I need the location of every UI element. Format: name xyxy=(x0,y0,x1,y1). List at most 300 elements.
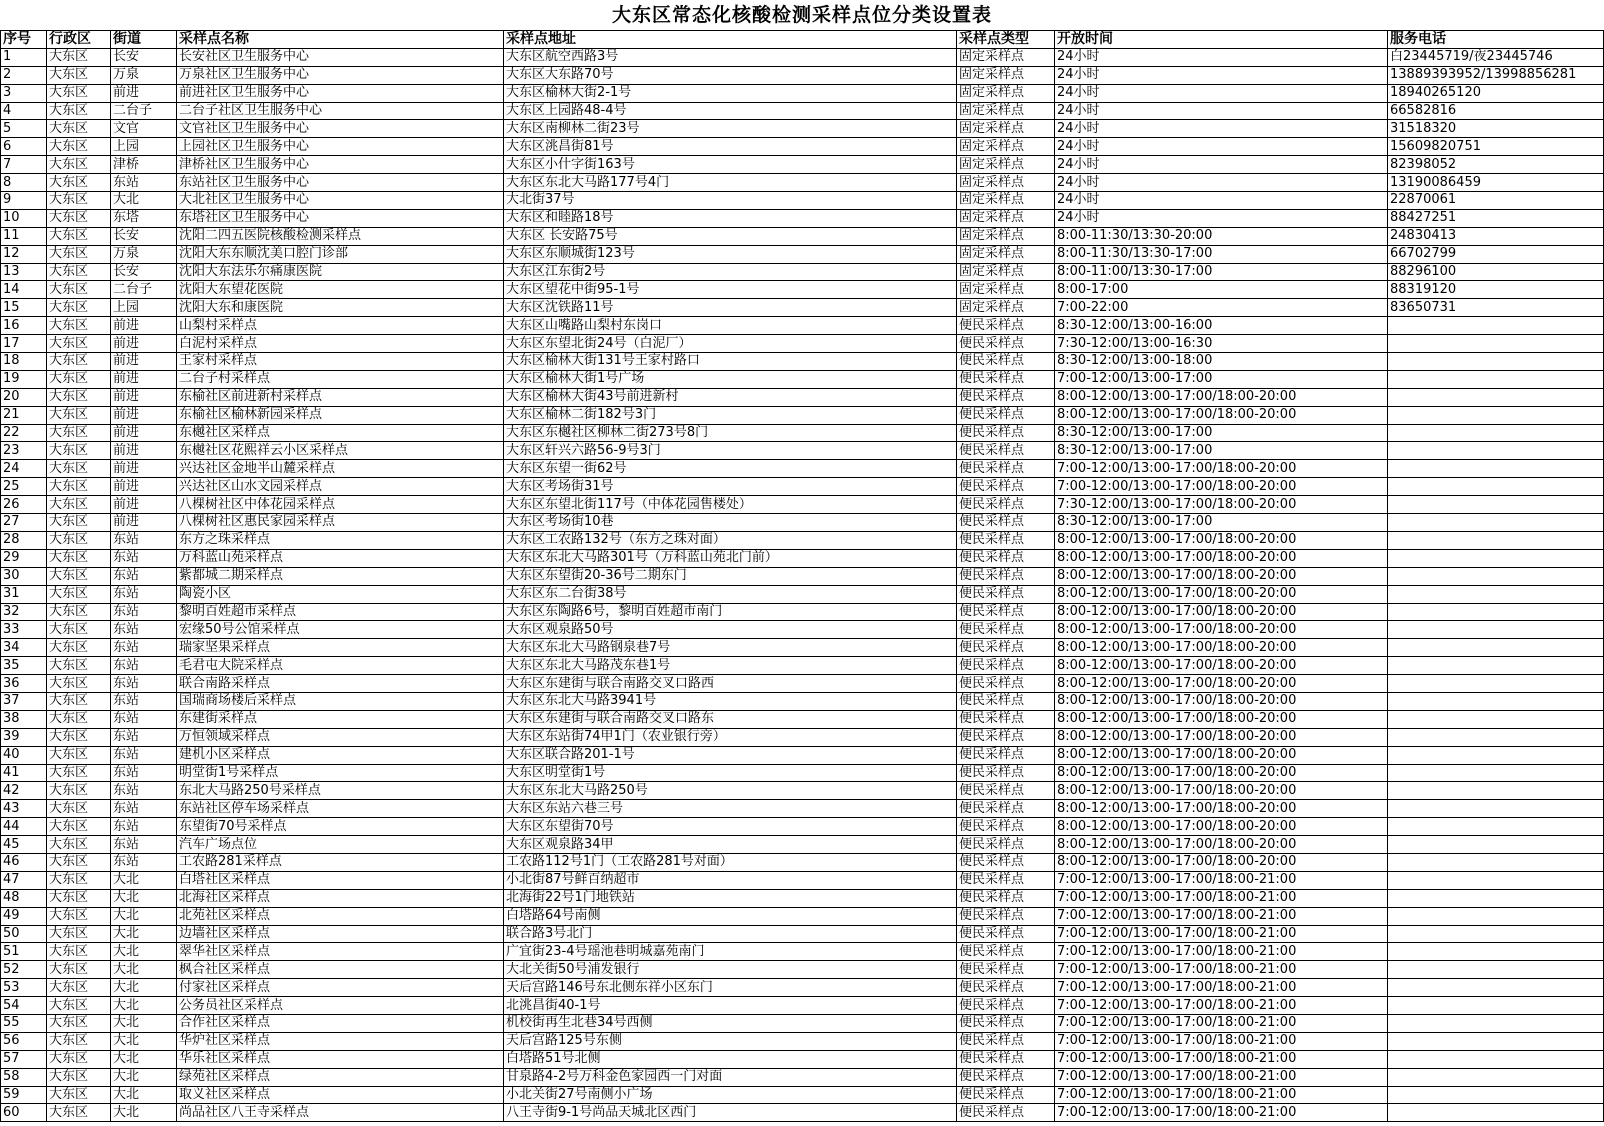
cell-street: 东站 xyxy=(111,853,177,871)
cell-district: 大东区 xyxy=(47,710,111,728)
cell-name: 汽车广场点位 xyxy=(177,836,504,854)
cell-hours: 8:00-12:00/13:00-17:00/18:00-20:00 xyxy=(1055,728,1388,746)
cell-address: 北洮昌街40-1号 xyxy=(504,997,957,1015)
cell-address: 大东区东北大马路177号4门 xyxy=(504,174,957,192)
cell-index: 3 xyxy=(1,84,47,102)
cell-name: 建机小区采样点 xyxy=(177,746,504,764)
cell-type: 便民采样点 xyxy=(957,531,1055,549)
cell-address: 大东区东陶路6号，黎明百姓超市南门 xyxy=(504,603,957,621)
cell-address: 大东区山嘴路山梨村东岗口 xyxy=(504,317,957,335)
cell-index: 37 xyxy=(1,692,47,710)
cell-name: 取义社区采样点 xyxy=(177,1086,504,1104)
cell-index: 21 xyxy=(1,406,47,424)
cell-hours: 24小时 xyxy=(1055,156,1388,174)
table-row xyxy=(1,120,1604,138)
cell-name: 沈阳二四五医院核酸检测采样点 xyxy=(177,227,504,245)
cell-street: 长安 xyxy=(111,48,177,66)
cell-address: 大东区东望北街117号（中体花园售楼处） xyxy=(504,496,957,514)
cell-phone: 88427251 xyxy=(1388,209,1604,227)
cell-phone xyxy=(1388,353,1604,371)
cell-hours: 7:00-12:00/13:00-17:00/18:00-21:00 xyxy=(1055,979,1388,997)
cell-name: 白泥村采样点 xyxy=(177,335,504,353)
cell-address: 机校街再生北巷34号西侧 xyxy=(504,1014,957,1032)
cell-index: 57 xyxy=(1,1050,47,1068)
cell-district: 大东区 xyxy=(47,639,111,657)
table-row xyxy=(1,1014,1604,1032)
cell-address: 八王寺街9-1号尚品天城北区西门 xyxy=(504,1104,957,1122)
table-row xyxy=(1,585,1604,603)
cell-address: 大东区江东街2号 xyxy=(504,263,957,281)
cell-street: 前进 xyxy=(111,388,177,406)
cell-index: 36 xyxy=(1,675,47,693)
cell-type: 便民采样点 xyxy=(957,979,1055,997)
cell-phone xyxy=(1388,549,1604,567)
cell-type: 便民采样点 xyxy=(957,406,1055,424)
cell-district: 大东区 xyxy=(47,353,111,371)
cell-index: 56 xyxy=(1,1032,47,1050)
cell-hours: 7:00-12:00/13:00-17:00/18:00-21:00 xyxy=(1055,1104,1388,1122)
col-header-phone: 服务电话 xyxy=(1388,31,1604,49)
cell-address: 大北街37号 xyxy=(504,192,957,210)
cell-name: 东建街采样点 xyxy=(177,710,504,728)
cell-type: 固定采样点 xyxy=(957,174,1055,192)
cell-index: 5 xyxy=(1,120,47,138)
cell-district: 大东区 xyxy=(47,675,111,693)
cell-address: 大东区明堂街1号 xyxy=(504,764,957,782)
cell-street: 前进 xyxy=(111,335,177,353)
cell-type: 固定采样点 xyxy=(957,281,1055,299)
cell-name: 东榆社区前进新村采样点 xyxy=(177,388,504,406)
cell-type: 便民采样点 xyxy=(957,639,1055,657)
cell-phone xyxy=(1388,1032,1604,1050)
cell-district: 大东区 xyxy=(47,549,111,567)
table-row xyxy=(1,424,1604,442)
cell-street: 东站 xyxy=(111,621,177,639)
cell-district: 大东区 xyxy=(47,299,111,317)
cell-type: 便民采样点 xyxy=(957,1068,1055,1086)
cell-index: 32 xyxy=(1,603,47,621)
table-row xyxy=(1,370,1604,388)
cell-index: 23 xyxy=(1,442,47,460)
cell-type: 便民采样点 xyxy=(957,621,1055,639)
cell-type: 便民采样点 xyxy=(957,907,1055,925)
cell-name: 翠华社区采样点 xyxy=(177,943,504,961)
cell-hours: 8:00-12:00/13:00-17:00/18:00-20:00 xyxy=(1055,764,1388,782)
col-header-index: 序号 xyxy=(1,31,47,49)
cell-phone xyxy=(1388,603,1604,621)
cell-index: 42 xyxy=(1,782,47,800)
cell-district: 大东区 xyxy=(47,567,111,585)
cell-name: 华乐社区采样点 xyxy=(177,1050,504,1068)
cell-phone xyxy=(1388,1050,1604,1068)
cell-name: 华炉社区采样点 xyxy=(177,1032,504,1050)
cell-name: 二台子村采样点 xyxy=(177,370,504,388)
cell-phone xyxy=(1388,388,1604,406)
cell-name: 兴达社区金地半山麓采样点 xyxy=(177,460,504,478)
cell-name: 公务员社区采样点 xyxy=(177,997,504,1015)
cell-street: 大北 xyxy=(111,943,177,961)
cell-name: 沈阳大东法乐尔痛康医院 xyxy=(177,263,504,281)
table-row xyxy=(1,675,1604,693)
cell-address: 大东区大东路70号 xyxy=(504,66,957,84)
cell-address: 大东区小什字街163号 xyxy=(504,156,957,174)
cell-street: 前进 xyxy=(111,442,177,460)
cell-district: 大东区 xyxy=(47,102,111,120)
cell-phone: 66702799 xyxy=(1388,245,1604,263)
cell-street: 东站 xyxy=(111,657,177,675)
cell-street: 东站 xyxy=(111,549,177,567)
cell-hours: 8:30-12:00/13:00-17:00 xyxy=(1055,442,1388,460)
cell-district: 大东区 xyxy=(47,657,111,675)
cell-index: 34 xyxy=(1,639,47,657)
cell-index: 17 xyxy=(1,335,47,353)
cell-name: 沈阳大东东顺沈美口腔门诊部 xyxy=(177,245,504,263)
cell-phone xyxy=(1388,889,1604,907)
cell-hours: 8:30-12:00/13:00-18:00 xyxy=(1055,353,1388,371)
cell-index: 29 xyxy=(1,549,47,567)
table-row xyxy=(1,764,1604,782)
cell-type: 便民采样点 xyxy=(957,424,1055,442)
cell-index: 55 xyxy=(1,1014,47,1032)
cell-hours: 8:00-12:00/13:00-17:00/18:00-20:00 xyxy=(1055,818,1388,836)
cell-index: 19 xyxy=(1,370,47,388)
cell-phone xyxy=(1388,1086,1604,1104)
cell-type: 便民采样点 xyxy=(957,370,1055,388)
cell-address: 大东区东北大马路3941号 xyxy=(504,692,957,710)
cell-hours: 8:00-12:00/13:00-17:00/18:00-20:00 xyxy=(1055,531,1388,549)
cell-hours: 7:00-12:00/13:00-17:00/18:00-21:00 xyxy=(1055,943,1388,961)
cell-index: 54 xyxy=(1,997,47,1015)
cell-address: 大东区沈铁路11号 xyxy=(504,299,957,317)
cell-district: 大东区 xyxy=(47,281,111,299)
cell-name: 文官社区卫生服务中心 xyxy=(177,120,504,138)
cell-hours: 24小时 xyxy=(1055,120,1388,138)
sheet-title: 大东区常态化核酸检测采样点位分类设置表 xyxy=(611,4,992,26)
cell-type: 便民采样点 xyxy=(957,603,1055,621)
cell-name: 山梨村采样点 xyxy=(177,317,504,335)
cell-hours: 8:00-12:00/13:00-17:00/18:00-20:00 xyxy=(1055,782,1388,800)
cell-hours: 24小时 xyxy=(1055,48,1388,66)
cell-name: 万科蓝山苑采样点 xyxy=(177,549,504,567)
cell-address: 大东区望花中街95-1号 xyxy=(504,281,957,299)
cell-phone xyxy=(1388,370,1604,388)
cell-address: 大东区榆林大街2-1号 xyxy=(504,84,957,102)
cell-type: 固定采样点 xyxy=(957,299,1055,317)
cell-hours: 8:00-11:30/13:30-17:00 xyxy=(1055,245,1388,263)
cell-name: 毛君屯大院采样点 xyxy=(177,657,504,675)
cell-street: 万泉 xyxy=(111,245,177,263)
cell-index: 15 xyxy=(1,299,47,317)
table-row xyxy=(1,406,1604,424)
table-row xyxy=(1,639,1604,657)
cell-address: 甘泉路4-2号万科金色家园西一门对面 xyxy=(504,1068,957,1086)
cell-name: 前进社区卫生服务中心 xyxy=(177,84,504,102)
cell-hours: 24小时 xyxy=(1055,138,1388,156)
cell-index: 30 xyxy=(1,567,47,585)
cell-hours: 8:00-12:00/13:00-17:00/18:00-20:00 xyxy=(1055,692,1388,710)
cell-type: 便民采样点 xyxy=(957,567,1055,585)
table-row xyxy=(1,514,1604,532)
cell-address: 天后宫路125号东侧 xyxy=(504,1032,957,1050)
cell-district: 大东区 xyxy=(47,514,111,532)
col-header-street: 街道 xyxy=(111,31,177,49)
cell-street: 东站 xyxy=(111,567,177,585)
table-row xyxy=(1,657,1604,675)
cell-district: 大东区 xyxy=(47,478,111,496)
cell-hours: 7:30-12:00/13:00-16:30 xyxy=(1055,335,1388,353)
cell-name: 沈阳大东望花医院 xyxy=(177,281,504,299)
cell-hours: 8:00-17:00 xyxy=(1055,281,1388,299)
cell-district: 大东区 xyxy=(47,997,111,1015)
cell-phone: 66582816 xyxy=(1388,102,1604,120)
col-header-hours: 开放时间 xyxy=(1055,31,1388,49)
cell-type: 便民采样点 xyxy=(957,853,1055,871)
cell-phone: 82398052 xyxy=(1388,156,1604,174)
cell-index: 24 xyxy=(1,460,47,478)
cell-hours: 24小时 xyxy=(1055,209,1388,227)
table-row xyxy=(1,209,1604,227)
cell-hours: 7:00-12:00/13:00-17:00/18:00-21:00 xyxy=(1055,871,1388,889)
cell-type: 便民采样点 xyxy=(957,317,1055,335)
cell-index: 13 xyxy=(1,263,47,281)
cell-street: 前进 xyxy=(111,370,177,388)
cell-type: 便民采样点 xyxy=(957,1086,1055,1104)
cell-index: 2 xyxy=(1,66,47,84)
cell-name: 联合南路采样点 xyxy=(177,675,504,693)
cell-hours: 24小时 xyxy=(1055,66,1388,84)
cell-type: 固定采样点 xyxy=(957,66,1055,84)
cell-name: 付家社区采样点 xyxy=(177,979,504,997)
table-row xyxy=(1,496,1604,514)
cell-name: 东榆社区榆林新园采样点 xyxy=(177,406,504,424)
cell-phone: 31518320 xyxy=(1388,120,1604,138)
cell-index: 6 xyxy=(1,138,47,156)
cell-phone xyxy=(1388,657,1604,675)
cell-index: 31 xyxy=(1,585,47,603)
table-row xyxy=(1,531,1604,549)
cell-district: 大东区 xyxy=(47,263,111,281)
cell-hours: 8:00-11:00/13:30-17:00 xyxy=(1055,263,1388,281)
cell-phone: 83650731 xyxy=(1388,299,1604,317)
cell-district: 大东区 xyxy=(47,174,111,192)
cell-street: 大北 xyxy=(111,1068,177,1086)
table-row xyxy=(1,782,1604,800)
cell-district: 大东区 xyxy=(47,853,111,871)
cell-hours: 7:00-12:00/13:00-17:00/18:00-21:00 xyxy=(1055,1068,1388,1086)
cell-phone: 22870061 xyxy=(1388,192,1604,210)
cell-street: 东站 xyxy=(111,800,177,818)
cell-district: 大东区 xyxy=(47,818,111,836)
cell-index: 28 xyxy=(1,531,47,549)
cell-district: 大东区 xyxy=(47,692,111,710)
cell-index: 41 xyxy=(1,764,47,782)
cell-phone xyxy=(1388,1068,1604,1086)
table-row xyxy=(1,317,1604,335)
table-row xyxy=(1,1086,1604,1104)
table-row xyxy=(1,1104,1604,1122)
table-row xyxy=(1,335,1604,353)
cell-hours: 8:00-12:00/13:00-17:00/18:00-20:00 xyxy=(1055,567,1388,585)
cell-phone xyxy=(1388,782,1604,800)
cell-hours: 7:00-12:00/13:00-17:00/18:00-21:00 xyxy=(1055,1086,1388,1104)
cell-name: 东望街70号采样点 xyxy=(177,818,504,836)
cell-name: 陶瓷小区 xyxy=(177,585,504,603)
cell-street: 大北 xyxy=(111,1032,177,1050)
cell-hours: 24小时 xyxy=(1055,192,1388,210)
cell-phone xyxy=(1388,460,1604,478)
cell-district: 大东区 xyxy=(47,406,111,424)
cell-district: 大东区 xyxy=(47,335,111,353)
cell-phone xyxy=(1388,406,1604,424)
cell-type: 便民采样点 xyxy=(957,836,1055,854)
cell-street: 东塔 xyxy=(111,209,177,227)
cell-district: 大东区 xyxy=(47,728,111,746)
cell-address: 大东区榆林大街1号广场 xyxy=(504,370,957,388)
cell-type: 固定采样点 xyxy=(957,227,1055,245)
cell-address: 大东区榆林大街43号前进新村 xyxy=(504,388,957,406)
table-row xyxy=(1,603,1604,621)
cell-district: 大东区 xyxy=(47,836,111,854)
cell-hours: 7:00-22:00 xyxy=(1055,299,1388,317)
cell-name: 紫都城二期采样点 xyxy=(177,567,504,585)
cell-street: 上园 xyxy=(111,138,177,156)
cell-hours: 8:00-12:00/13:00-17:00/18:00-20:00 xyxy=(1055,639,1388,657)
cell-index: 33 xyxy=(1,621,47,639)
cell-address: 大东区东建街与联合南路交叉口路东 xyxy=(504,710,957,728)
cell-phone xyxy=(1388,997,1604,1015)
cell-index: 22 xyxy=(1,424,47,442)
cell-street: 长安 xyxy=(111,227,177,245)
cell-address: 大东区工农路132号（东方之珠对面） xyxy=(504,531,957,549)
cell-district: 大东区 xyxy=(47,209,111,227)
cell-phone xyxy=(1388,979,1604,997)
cell-name: 瑞家坚果采样点 xyxy=(177,639,504,657)
cell-district: 大东区 xyxy=(47,1068,111,1086)
table-row xyxy=(1,818,1604,836)
cell-index: 14 xyxy=(1,281,47,299)
cell-type: 便民采样点 xyxy=(957,388,1055,406)
cell-district: 大东区 xyxy=(47,925,111,943)
cell-name: 东站社区卫生服务中心 xyxy=(177,174,504,192)
cell-phone: 13889393952/13998856281 xyxy=(1388,66,1604,84)
cell-index: 4 xyxy=(1,102,47,120)
cell-phone xyxy=(1388,1104,1604,1122)
cell-district: 大东区 xyxy=(47,621,111,639)
cell-type: 便民采样点 xyxy=(957,710,1055,728)
cell-index: 26 xyxy=(1,496,47,514)
cell-phone xyxy=(1388,317,1604,335)
cell-address: 小北街87号鲜百纳超市 xyxy=(504,871,957,889)
cell-phone xyxy=(1388,442,1604,460)
cell-district: 大东区 xyxy=(47,764,111,782)
cell-type: 固定采样点 xyxy=(957,138,1055,156)
cell-street: 东站 xyxy=(111,818,177,836)
cell-hours: 8:00-12:00/13:00-17:00/18:00-20:00 xyxy=(1055,603,1388,621)
cell-phone xyxy=(1388,710,1604,728)
cell-district: 大东区 xyxy=(47,317,111,335)
cell-district: 大东区 xyxy=(47,192,111,210)
table-row xyxy=(1,997,1604,1015)
cell-district: 大东区 xyxy=(47,1032,111,1050)
cell-index: 20 xyxy=(1,388,47,406)
cell-address: 大东区东建街与联合南路交叉口路西 xyxy=(504,675,957,693)
cell-address: 大东区东顺城街123号 xyxy=(504,245,957,263)
cell-hours: 8:00-12:00/13:00-17:00/18:00-20:00 xyxy=(1055,388,1388,406)
table-row xyxy=(1,263,1604,281)
table-row xyxy=(1,156,1604,174)
cell-district: 大东区 xyxy=(47,370,111,388)
cell-phone xyxy=(1388,907,1604,925)
col-header-address: 采样点地址 xyxy=(504,31,957,49)
cell-name: 国瑞商场楼后采样点 xyxy=(177,692,504,710)
cell-phone xyxy=(1388,514,1604,532)
cell-index: 50 xyxy=(1,925,47,943)
cell-type: 便民采样点 xyxy=(957,1032,1055,1050)
cell-name: 长安社区卫生服务中心 xyxy=(177,48,504,66)
cell-index: 12 xyxy=(1,245,47,263)
cell-index: 35 xyxy=(1,657,47,675)
cell-name: 合作社区采样点 xyxy=(177,1014,504,1032)
table-row xyxy=(1,388,1604,406)
cell-type: 便民采样点 xyxy=(957,353,1055,371)
cell-name: 北苑社区采样点 xyxy=(177,907,504,925)
cell-street: 东站 xyxy=(111,746,177,764)
cell-name: 八棵树社区惠民家园采样点 xyxy=(177,514,504,532)
cell-district: 大东区 xyxy=(47,424,111,442)
cell-index: 40 xyxy=(1,746,47,764)
cell-hours: 8:00-12:00/13:00-17:00/18:00-20:00 xyxy=(1055,621,1388,639)
cell-district: 大东区 xyxy=(47,1086,111,1104)
cell-type: 便民采样点 xyxy=(957,800,1055,818)
cell-name: 东樾社区采样点 xyxy=(177,424,504,442)
cell-hours: 8:00-12:00/13:00-17:00/18:00-20:00 xyxy=(1055,836,1388,854)
table-row xyxy=(1,84,1604,102)
cell-address: 大东区东站街74甲1门（农业银行旁） xyxy=(504,728,957,746)
cell-type: 固定采样点 xyxy=(957,156,1055,174)
cell-district: 大东区 xyxy=(47,442,111,460)
cell-street: 大北 xyxy=(111,889,177,907)
cell-name: 八棵树社区中体花园采样点 xyxy=(177,496,504,514)
cell-name: 黎明百姓超市采样点 xyxy=(177,603,504,621)
cell-street: 东站 xyxy=(111,764,177,782)
cell-street: 东站 xyxy=(111,675,177,693)
cell-district: 大东区 xyxy=(47,156,111,174)
cell-address: 大东区洮昌街81号 xyxy=(504,138,957,156)
cell-phone: 24830413 xyxy=(1388,227,1604,245)
cell-address: 工农路112号1门（工农路281号对面） xyxy=(504,853,957,871)
cell-type: 便民采样点 xyxy=(957,997,1055,1015)
cell-address: 大东区观泉路50号 xyxy=(504,621,957,639)
cell-index: 60 xyxy=(1,1104,47,1122)
table-row xyxy=(1,979,1604,997)
cell-type: 便民采样点 xyxy=(957,871,1055,889)
cell-address: 北海街22号1门地铁站 xyxy=(504,889,957,907)
table-row xyxy=(1,245,1604,263)
cell-district: 大东区 xyxy=(47,979,111,997)
table-row xyxy=(1,943,1604,961)
table-row xyxy=(1,1068,1604,1086)
cell-type: 固定采样点 xyxy=(957,209,1055,227)
cell-phone xyxy=(1388,961,1604,979)
cell-address: 大东区榆林二街182号3门 xyxy=(504,406,957,424)
cell-address: 大东区东二台街38号 xyxy=(504,585,957,603)
cell-type: 固定采样点 xyxy=(957,102,1055,120)
cell-hours: 8:00-12:00/13:00-17:00/18:00-20:00 xyxy=(1055,800,1388,818)
cell-name: 东站社区停车场采样点 xyxy=(177,800,504,818)
cell-district: 大东区 xyxy=(47,1014,111,1032)
cell-hours: 8:30-12:00/13:00-16:00 xyxy=(1055,317,1388,335)
cell-phone xyxy=(1388,1014,1604,1032)
